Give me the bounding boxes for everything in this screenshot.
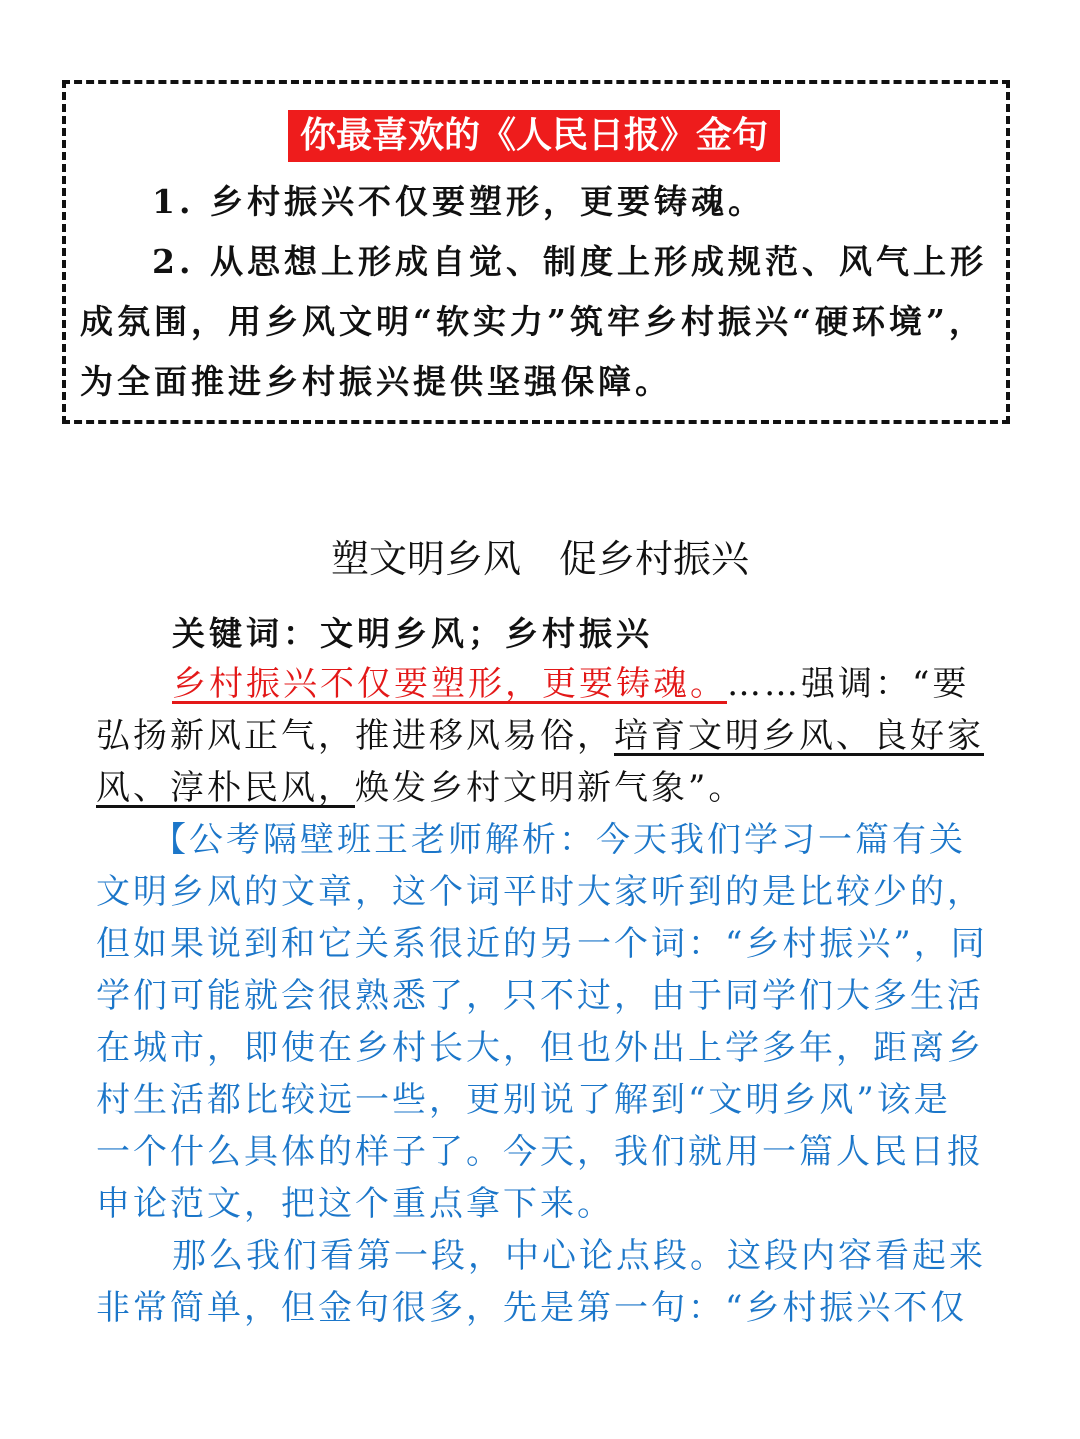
para1-line2-text: 弘扬新风正气，推进移风易俗， xyxy=(96,716,614,756)
para1-line3 xyxy=(96,764,986,812)
analysis-line-5: 在城市，即使在乡村长大，但也外出上学多年，距离乡 xyxy=(96,1028,984,1068)
quote-line-2: 2. 从思想上形成自觉、制度上形成规范、风气上形 xyxy=(152,242,987,281)
article-title: 塑文明乡风 促乡村振兴 xyxy=(330,537,749,581)
quote-line-3: 成氛围，用乡风文明“软实力”筑牢乡村振兴“硬环境”， xyxy=(80,302,986,341)
quote-line-4: 为全面推进乡村振兴提供坚强保障。 xyxy=(80,362,672,401)
para1-text: ……强调：“要 xyxy=(727,664,970,704)
analysis-line-9: 那么我们看第一段，中心论点段。这段内容看起来 xyxy=(172,1236,986,1276)
para1-line1 xyxy=(172,660,992,708)
analysis-line-3: 但如果说到和它关系很近的另一个词：“乡村振兴”，同 xyxy=(96,924,988,964)
analysis-line-8: 申论范文，把这个重点拿下来。 xyxy=(96,1184,614,1224)
highlight-quote: 乡村振兴不仅要塑形，更要铸魂。 xyxy=(172,664,727,704)
analysis-line-10: 非常简单，但金句很多，先是第一句：“乡村振兴不仅 xyxy=(96,1288,968,1328)
quote-line-1: 1. 乡村振兴不仅要塑形，更要铸魂。 xyxy=(152,182,765,221)
analysis-line-2: 文明乡风的文章，这个词平时大家听到的是比较少的， xyxy=(96,872,984,912)
analysis-line-1: 【公考隔壁班王老师解析：今天我们学习一篇有关 xyxy=(152,820,966,860)
quote-box-header: 你最喜欢的《人民日报》金句 xyxy=(288,110,780,162)
analysis-line-6: 村生活都比较远一些，更别说了解到“文明乡风”该是 xyxy=(96,1080,951,1120)
analysis-line-7: 一个什么具体的样子了。今天，我们就用一篇人民日报 xyxy=(96,1132,984,1172)
para1-line2 xyxy=(96,712,986,760)
para1-line3-text: 焕发乡村文明新气象”。 xyxy=(355,768,746,808)
para1-line3-underlined: 风、淳朴民风， xyxy=(96,768,355,808)
para1-line2-underlined: 培育文明乡风、良好家 xyxy=(614,716,984,756)
analysis-line-4: 学们可能就会很熟悉了，只不过，由于同学们大多生活 xyxy=(96,976,984,1016)
keywords: 关键词：文明乡风；乡村振兴 xyxy=(172,614,653,653)
